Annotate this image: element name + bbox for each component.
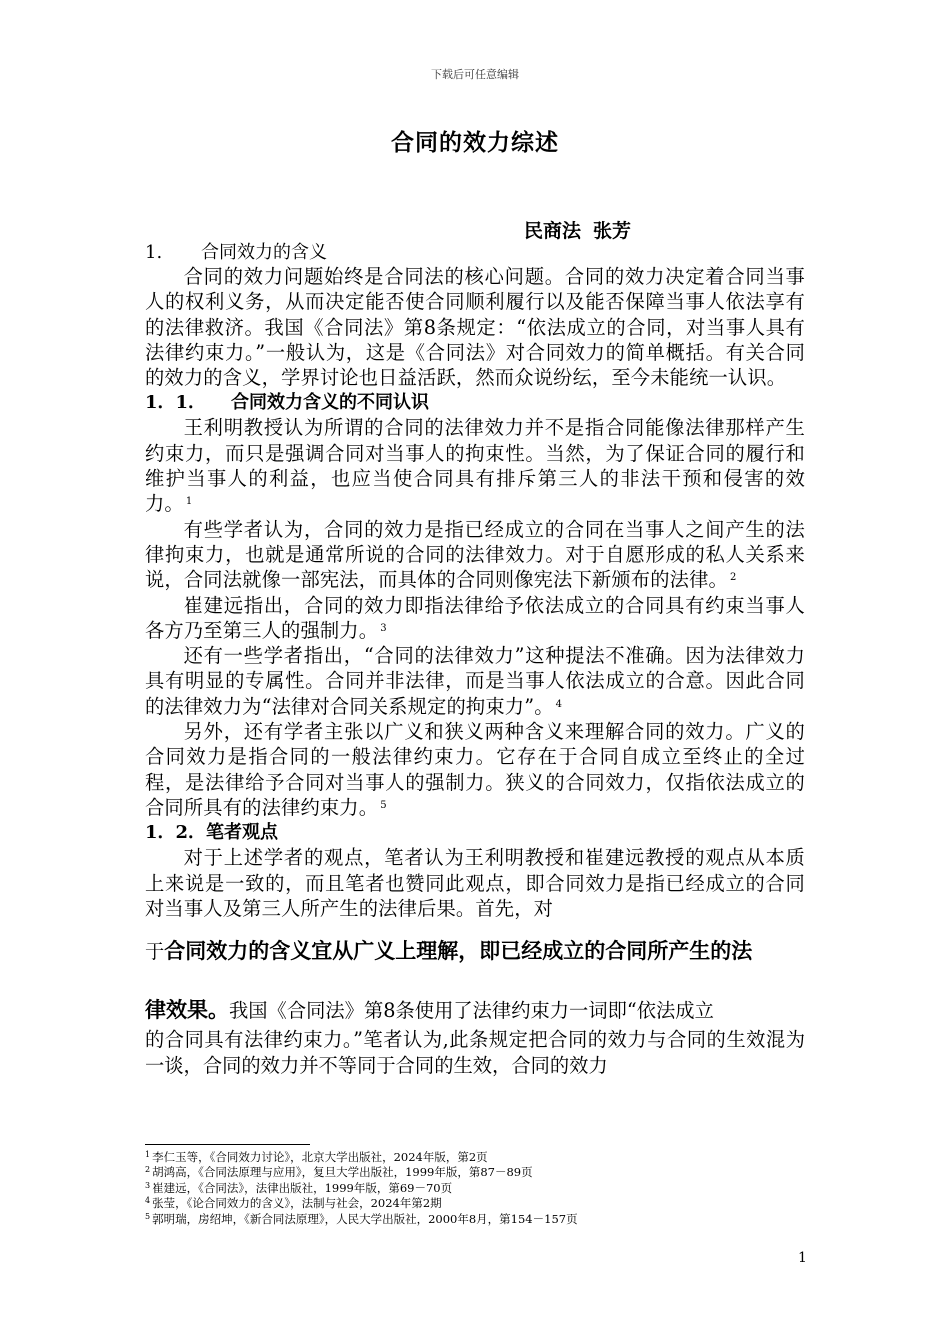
paragraph-7: 对于上述学者的观点，笔者认为王利明教授和崔建远教授的观点从本质上来说是一致的，而且笔者也赞同此观点，即合同效力是指已经成立的合同对当事人及第三人所产生的法律后果。首先，对 <box>145 846 805 920</box>
bold-emphasis: 律效果。 <box>145 999 229 1023</box>
section-title: 合同效力含义的不同认识 <box>231 392 429 413</box>
paragraph-2: 王利明教授认为所谓的合同的法律效力并不是指合同能像法律那样产生约束力，而只是强调合同对当事人的拘束性。当然，为了保证合同的履行和维护当事人的利益，也应当使合同具有排斥第三人的非法干预和侵害的效力。 $^1$ <box>145 416 805 516</box>
document-body <box>145 240 805 1078</box>
paragraph-6: 另外，还有学者主张以广义和狭义两种含义来理解合同的效力。广义的合同效力是指合同的一般法律约束力。它存在于合同自成立至终止的全过程，是法律给予合同对当事人的强制力。狭义的合同效力，仅指依法成立的合同所具有的法律约束力。 $^5$ <box>145 720 805 819</box>
section-title: 合同效力的含义 <box>201 242 327 262</box>
paragraph-1: 合同的效力问题始终是合同法的核心问题。合同的效力决定着合同当事人的权利义务，从而决定能否使合同顺利履行以及能否保障当事人依法享有的法律救济。我国《合同法》第8条规定：“依法成立的合同，对当事人具有法律约束力。”一般认为，这是《合同法》对合同效力的简单概括。有关合同的效力的含义，学界讨论也日益活跃，然而众说纷纭，至今未能统一认识。 <box>145 265 805 390</box>
paragraph-7-tail: 的合同具有法律约束力。”笔者认为,此条规定把合同的效力与合同的生效混为一谈，合同的效力并不等同于合同的生效，合同的效力 <box>145 1028 805 1077</box>
footnote-item: $^1$ 李仁玉等，《合同效力讨论》，北京大学出版社，2024年版，第2页 <box>145 1150 488 1164</box>
footnote-separator <box>145 1144 310 1145</box>
author-name: 张芳 <box>593 221 632 242</box>
footnote-item: $^4$ 张莹，《论合同效力的含义》，法制与社会，2024年第2期 <box>145 1196 442 1211</box>
emphasis-line-a <box>145 921 805 981</box>
section-number: 1．1． <box>145 392 207 414</box>
paragraph-3: 有些学者认为，合同的效力是指已经成立的合同在当事人之间产生的法律拘束力，也就是通常所说的合同的法律效力。对于自愿形成的私人关系来说，合同法就像一部宪法，而具体的合同则像宪法下新颁布的法律。 $^2$ <box>145 517 805 592</box>
footnote-item: $^5$ 郭明瑞，房绍坤，《新合同法原理》，人民大学出版社，2000年8月，第154－157页 <box>145 1211 578 1226</box>
footnotes <box>145 1150 845 1227</box>
section-heading-1-1 <box>145 390 805 415</box>
line-rest: 我国《合同法》第8条使用了法律约束力一词即“依法成立 <box>229 999 714 1023</box>
footnote-ref[interactable]: 3 <box>380 622 387 634</box>
footnote-ref[interactable]: 4 <box>555 698 563 710</box>
author-line <box>524 216 631 243</box>
footnote-item: $^3$ 崔建远，《合同法》，法律出版社，1999年版，第69－70页 <box>145 1180 453 1195</box>
section-heading-1 <box>145 240 805 264</box>
author-dept: 民商法 <box>524 221 582 242</box>
footnote-ref[interactable]: 5 <box>380 799 387 811</box>
section-number: 1. <box>145 242 163 263</box>
footnote-ref[interactable]: 2 <box>729 572 737 584</box>
line-lead: 于 <box>145 940 165 964</box>
footnote-ref[interactable]: 1 <box>185 496 193 508</box>
footnote-item: $^2$ 胡鸿高，《合同法原理与应用》，复旦大学出版社，1999年版，第87－89页 <box>145 1165 533 1180</box>
section-heading-1-2: 1．2．笔者观点 <box>145 822 279 844</box>
paragraph-5: 还有一些学者指出，“合同的法律效力”这种提法不准确。因为法律效力具有明显的专属性。合同并非法律，而是当事人依法成立的合意。因此合同的法律效力为“法律对合同关系规定的拘束力”。 $^4$ <box>145 644 805 718</box>
document-title: 合同的效力综述 <box>391 129 559 155</box>
page-number: 1 <box>798 1250 807 1266</box>
bold-emphasis: 合同效力的含义宜从广义上理解，即已经成立的合同所产生的法 <box>164 940 753 964</box>
header-note: 下载后可任意编辑 <box>431 68 519 81</box>
emphasis-line-b <box>145 981 805 1027</box>
paragraph-4: 崔建远指出，合同的效力即指法律给予依法成立的合同具有约束当事人各方乃至第三人的强制力。 $^3$ <box>145 593 805 642</box>
